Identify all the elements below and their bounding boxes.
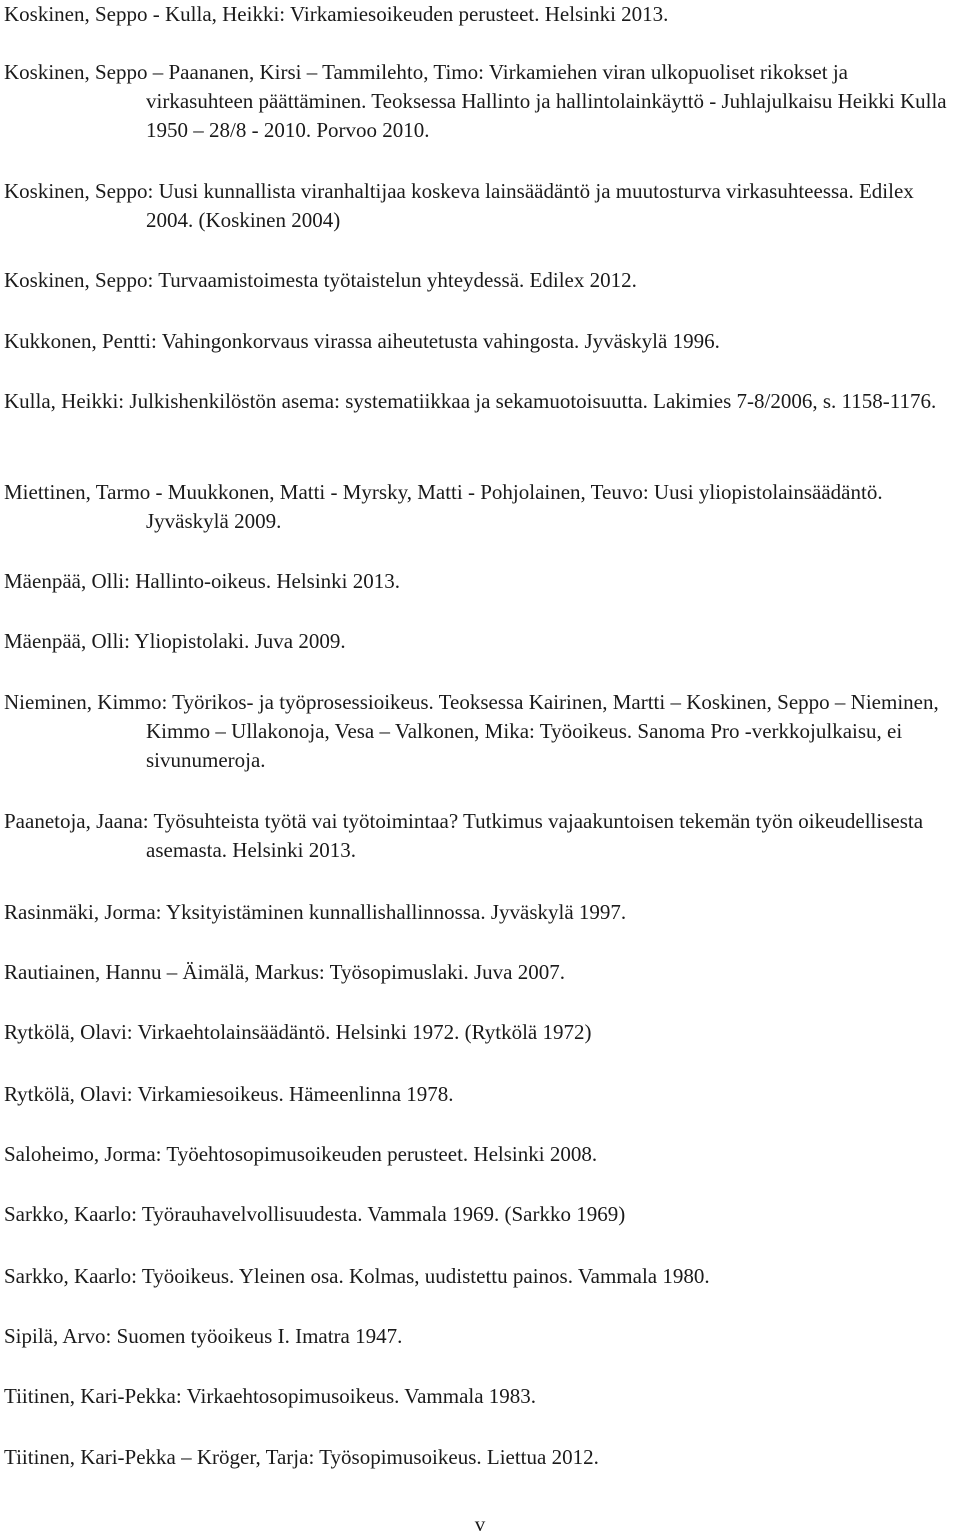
reference-entry: Kulla, Heikki: Julkishenkilöstön asema: systematiikkaa ja sekamuotoisuutta. Lakimies 7-8/2006, s. 1158-1176. bbox=[4, 389, 937, 413]
reference-entry: Saloheimo, Jorma: Työehtosopimusoikeuden perusteet. Helsinki 2008. bbox=[4, 1142, 598, 1166]
reference-entry: Kukkonen, Pentti: Vahingonkorvaus virassa aiheutetusta vahingosta. Jyväskylä 1996. bbox=[4, 329, 720, 353]
reference-entry: Rasinmäki, Jorma: Yksityistäminen kunnallishallinnossa. Jyväskylä 1997. bbox=[4, 900, 627, 924]
reference-entry: Koskinen, Seppo – Paananen, Kirsi – Tammilehto, Timo: Virkamiehen viran ulkopuoliset rikokset ja virkasuhteen päättäminen. Teoksessa Hallinto ja hallintolainkäyttö - Juhlajulkaisu Heikki Kulla 1950 – 28/8 - 2010. Porvoo 2010. bbox=[4, 60, 947, 142]
reference-entry: Sipilä, Arvo: Suomen työoikeus I. Imatra 1947. bbox=[4, 1324, 403, 1348]
reference-entry: Koskinen, Seppo - Kulla, Heikki: Virkamiesoikeuden perusteet. Helsinki 2013. bbox=[4, 2, 669, 26]
reference-entry: Paanetoja, Jaana: Työsuhteista työtä vai työtoimintaa? Tutkimus vajaakuntoisen tekemän työn oikeudellisesta asemasta. Helsinki 2013. bbox=[4, 809, 924, 862]
page-number: v bbox=[474, 1512, 486, 1536]
reference-entry: Nieminen, Kimmo: Työrikos- ja työprosessioikeus. Teoksessa Kairinen, Martti – Koskinen, Seppo – Nieminen, Kimmo – Ullakonoja, Vesa – Valkonen, Mika: Työoikeus. Sanoma Pro -verkkojulkaisu, ei sivunumeroja. bbox=[4, 690, 939, 772]
reference-entry: Rytkölä, Olavi: Virkamiesoikeus. Hämeenlinna 1978. bbox=[4, 1082, 454, 1106]
reference-entry: Sarkko, Kaarlo: Työrauhavelvollisuudesta. Vammala 1969. (Sarkko 1969) bbox=[4, 1202, 626, 1226]
reference-entry: Miettinen, Tarmo - Muukkonen, Matti - Myrsky, Matti - Pohjolainen, Teuvo: Uusi yliopistolainsäädäntö. Jyväskylä 2009. bbox=[4, 480, 883, 533]
reference-entry: Tiitinen, Kari-Pekka: Virkaehtosopimusoikeus. Vammala 1983. bbox=[4, 1384, 537, 1408]
reference-entry: Koskinen, Seppo: Uusi kunnallista viranhaltijaa koskeva lainsäädäntö ja muutosturva virkasuhteessa. Edilex 2004. (Koskinen 2004) bbox=[4, 179, 914, 232]
reference-entry: Mäenpää, Olli: Yliopistolaki. Juva 2009. bbox=[4, 629, 346, 653]
reference-entry: Tiitinen, Kari-Pekka – Kröger, Tarja: Työsopimusoikeus. Liettua 2012. bbox=[4, 1445, 599, 1469]
reference-entry: Rautiainen, Hannu – Äimälä, Markus: Työsopimuslaki. Juva 2007. bbox=[4, 960, 565, 984]
reference-entry: Mäenpää, Olli: Hallinto-oikeus. Helsinki 2013. bbox=[4, 569, 401, 593]
reference-entry: Koskinen, Seppo: Turvaamistoimesta työtaistelun yhteydessä. Edilex 2012. bbox=[4, 268, 637, 292]
reference-entry: Sarkko, Kaarlo: Työoikeus. Yleinen osa. Kolmas, uudistettu painos. Vammala 1980. bbox=[4, 1264, 710, 1288]
reference-entry: Rytkölä, Olavi: Virkaehtolainsäädäntö. Helsinki 1972. (Rytkölä 1972) bbox=[4, 1020, 592, 1044]
